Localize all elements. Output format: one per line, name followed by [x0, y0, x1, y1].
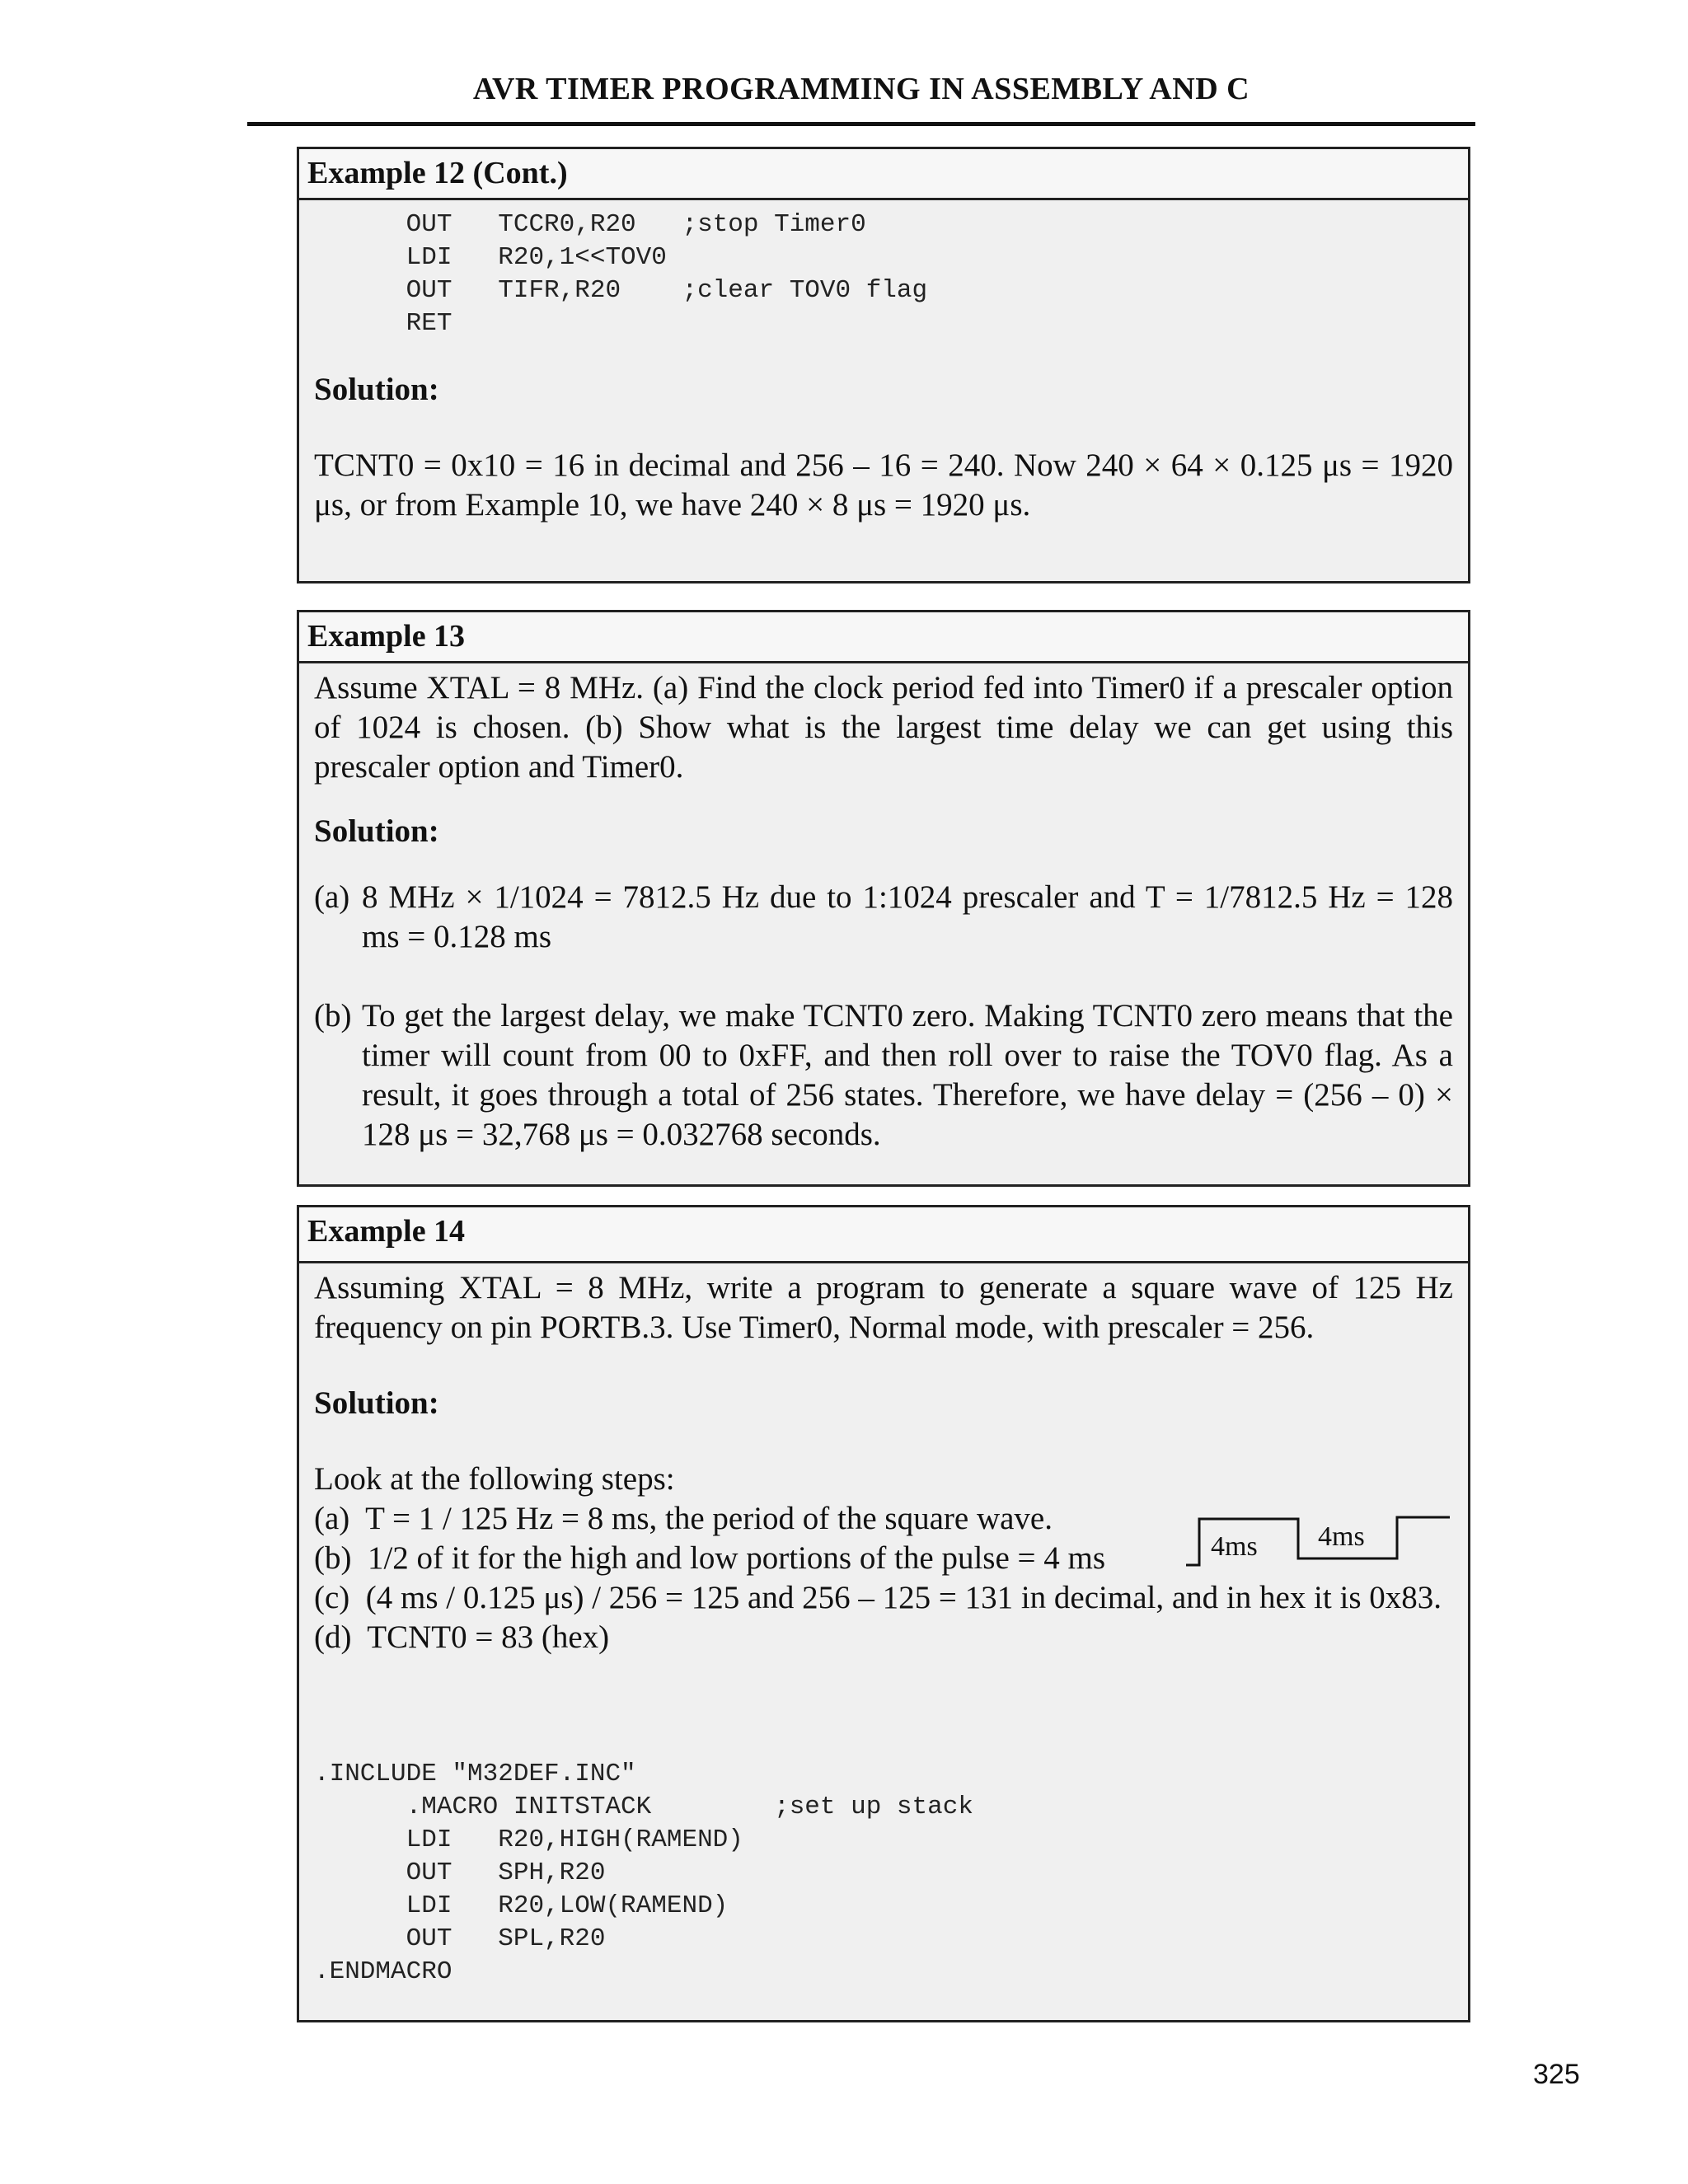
example-14-solution-label: Solution:	[314, 1385, 439, 1421]
example-12-solution-text: TCNT0 = 0x10 = 16 in decimal and 256 – 16 = 240. Now 240 × 64 × 0.125 μs = 1920 μs, or from Example 10, we have 240 × 8 μs = 1920 μs.	[314, 448, 1453, 523]
example-12-box	[297, 147, 1470, 583]
example-13-title: Example 13	[299, 612, 1468, 663]
example-14-question: Assuming XTAL = 8 MHz, write a program to generate a square wave of 125 Hz frequency on pin PORTB.3. Use Timer0, Normal mode, with prescaler = 256.	[314, 1270, 1453, 1345]
part-b-label: (b)	[314, 998, 352, 1033]
wave-low-label: 4ms	[1318, 1521, 1365, 1552]
part-b-text: To get the largest delay, we make TCNT0 zero. Making TCNT0 zero means that the timer will count from 00 to 0xFF, and then roll over to raise the TOV0 flag. As a result, it goes through a total of 256 states. Therefore, we have delay = (256 – 0) × 128 μs = 32,768 μs = 0.032768 seconds.	[362, 998, 1453, 1152]
example-14-body	[299, 1268, 1468, 1989]
example-13-part-b	[314, 996, 1453, 1155]
step-d: (d) TCNT0 = 83 (hex)	[314, 1619, 610, 1655]
page-number: 325	[1533, 2059, 1580, 2090]
steps-intro: Look at the following steps:	[314, 1461, 675, 1497]
step-c: (c) (4 ms / 0.125 μs) / 256 = 125 and 256 – 125 = 131 in decimal, and in hex it is 0x83.	[314, 1580, 1442, 1615]
header-rule	[247, 122, 1475, 126]
example-14-box	[297, 1205, 1470, 2022]
example-13-solution-label: Solution:	[314, 813, 439, 849]
example-12-code: OUT TCCR0,R20 ;stop Timer0 LDI R20,1<<TOV0 OUT TIFR,R20 ;clear TOV0 flag RET	[406, 210, 928, 338]
example-12-title: Example 12 (Cont.)	[299, 149, 1468, 200]
part-a-label: (a)	[314, 879, 350, 915]
example-14-title: Example 14	[299, 1207, 1468, 1263]
example-13-box	[297, 610, 1470, 1187]
part-a-text: 8 MHz × 1/1024 = 7812.5 Hz due to 1:1024 prescaler and T = 1/7812.5 Hz = 128 ms = 0.128 ms	[362, 879, 1453, 954]
example-14-code: .INCLUDE "M32DEF.INC" .MACRO INITSTACK ;set up stack LDI R20,HIGH(RAMEND) OUT SPH,R20 LDI R20,LOW(RAMEND) OUT SPL,R20 .ENDMACRO	[314, 1760, 973, 1986]
step-b: (b) 1/2 of it for the high and low portions of the pulse = 4 ms	[314, 1540, 1106, 1576]
example-13-part-a	[314, 878, 1453, 957]
square-wave-diagram	[1186, 1501, 1466, 1591]
example-12-solution-label: Solution:	[314, 372, 439, 407]
example-13-question: Assume XTAL = 8 MHz. (a) Find the clock period fed into Timer0 if a prescaler option of 1024 is chosen. (b) Show what is the largest time delay we can get using this prescaler option and Timer0.	[314, 670, 1453, 785]
step-a: (a) T = 1 / 125 Hz = 8 ms, the period of the square wave.	[314, 1501, 1053, 1536]
wave-high-label: 4ms	[1211, 1531, 1258, 1562]
example-14-steps	[314, 1460, 1453, 1657]
example-13-body	[299, 668, 1468, 1155]
example-12-body	[299, 209, 1468, 525]
page-header: AVR TIMER PROGRAMMING IN ASSEMBLY AND C	[472, 72, 1250, 106]
